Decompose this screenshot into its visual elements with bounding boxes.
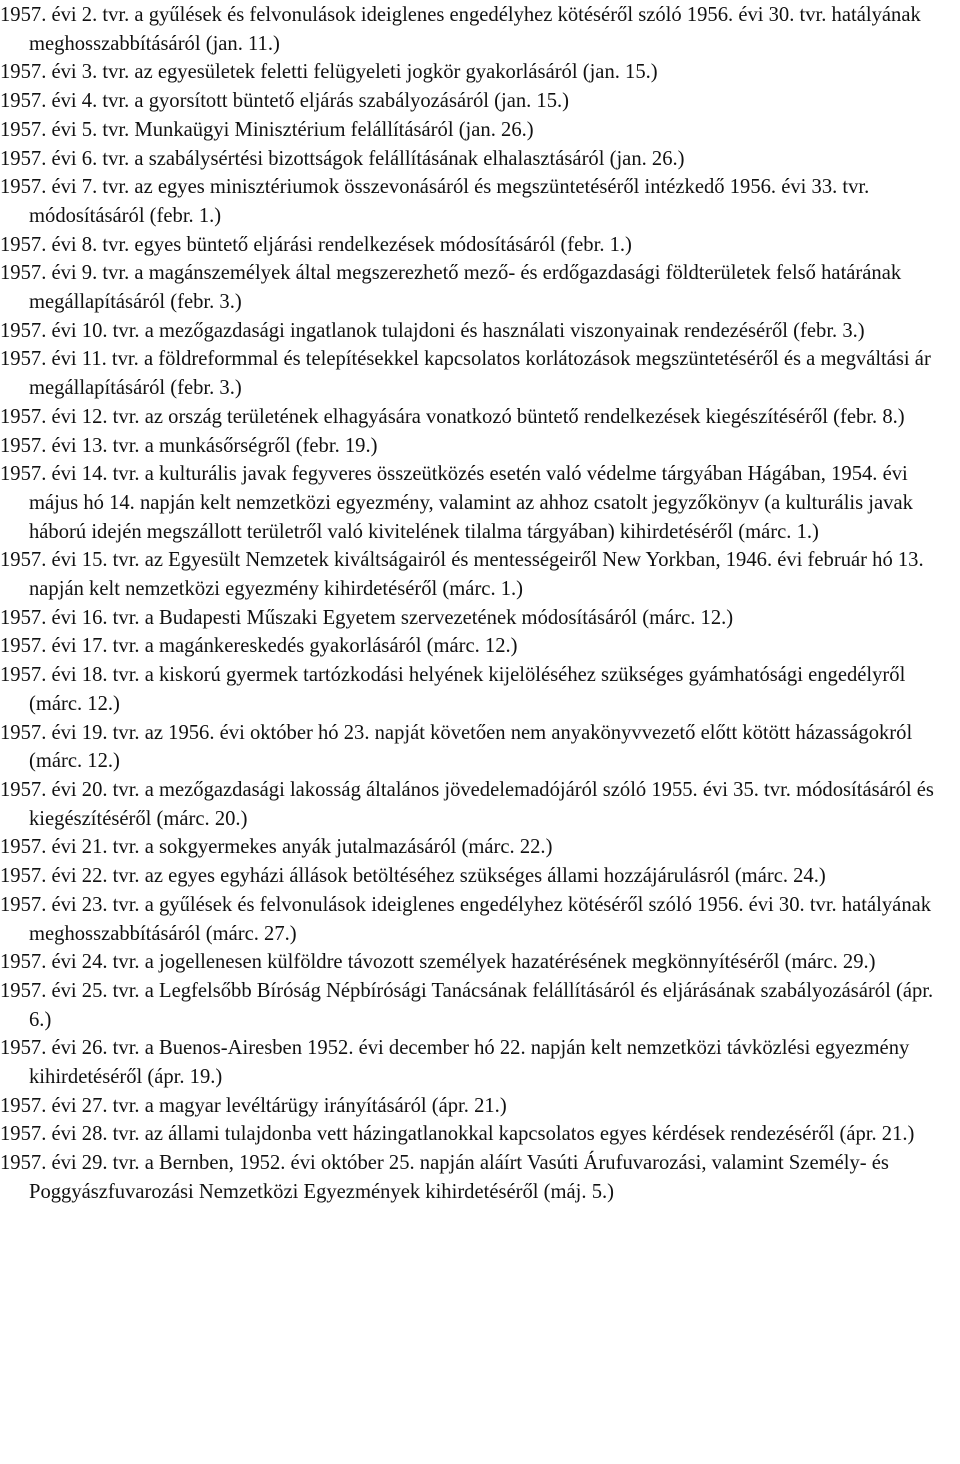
decree-entry: 1957. évi 28. tvr. az állami tulajdonba vett házingatlanokkal kapcsolatos egyes kérdések rendezéséről (ápr. 21.) bbox=[0, 1123, 915, 1146]
decree-entry: 1957. évi 15. tvr. az Egyesült Nemzetek kiváltságairól és mentességeiről New Yorkban, 1946. évi február hó 13. napján kelt nemzetközi egyezmény kihirdetéséről (márc. 1.) bbox=[0, 549, 924, 601]
decree-entry: 1957. évi 14. tvr. a kulturális javak fegyveres összeütközés esetén való védelme tárgyában Hágában, 1954. évi május hó 14. napján kelt nemzetközi egyezmény, valamint az ahhoz csatolt jegyzőkönyv (a kulturális javak háború idején megszállott területről való kivitelének tilalma tárgyában) kihirdetéséről (márc. 1.) bbox=[0, 463, 913, 543]
decree-entry: 1957. évi 27. tvr. a magyar levéltárügy irányításáról (ápr. 21.) bbox=[0, 1094, 507, 1117]
decree-entry: 1957. évi 18. tvr. a kiskorú gyermek tartózkodási helyének kijelöléséhez szükséges gyámhatósági engedélyről (márc. 12.) bbox=[0, 664, 906, 715]
decree-entry: 1957. évi 10. tvr. a mezőgazdasági ingatlanok tulajdoni és használati viszonyainak rendezéséről (febr. 3.) bbox=[0, 319, 865, 342]
decree-entry: 1957. évi 13. tvr. a munkásőrségről (febr. 19.) bbox=[0, 434, 378, 457]
decree-entry: 1957. évi 8. tvr. egyes büntető eljárási rendelkezések módosításáról (febr. 1.) bbox=[0, 233, 632, 256]
decree-entry: 1957. évi 22. tvr. az egyes egyházi állások betöltéséhez szükséges állami hozzájárulásról (márc. 24.) bbox=[0, 865, 826, 888]
decree-entry: 1957. évi 4. tvr. a gyorsított büntető eljárás szabályozásáról (jan. 15.) bbox=[0, 90, 570, 113]
decree-entry: 1957. évi 17. tvr. a magánkereskedés gyakorlásáról (márc. 12.) bbox=[0, 635, 518, 658]
decree-entry: 1957. évi 21. tvr. a sokgyermekes anyák jutalmazásáról (márc. 22.) bbox=[0, 836, 553, 859]
decree-entry: 1957. évi 16. tvr. a Budapesti Műszaki Egyetem szervezetének módosításáról (márc. 12.) bbox=[0, 606, 734, 629]
decree-entry: 1957. évi 7. tvr. az egyes minisztériumok összevonásáról és megszüntetéséről intézkedő 1956. évi 33. tvr. módosításáról (febr. 1.) bbox=[0, 176, 870, 227]
decree-entry: 1957. évi 12. tvr. az ország területének elhagyására vonatkozó büntető rendelkezések kiegészítéséről (febr. 8.) bbox=[0, 405, 905, 428]
decree-entry: 1957. évi 25. tvr. a Legfelsőbb Bíróság Népbírósági Tanácsának felállításáról és eljárásának szabályozásáról (ápr. 6.) bbox=[0, 979, 934, 1031]
decree-entry: 1957. évi 20. tvr. a mezőgazdasági lakosság általános jövedelemadójáról szóló 1955. évi 35. tvr. módosításáról és kiegészítéséről (márc. 20.) bbox=[0, 778, 934, 830]
decree-entry: 1957. évi 29. tvr. a Bernben, 1952. évi október 25. napján aláírt Vasúti Árufuvarozási, valamint Személy- és Poggyászfuvarozási Nemzetközi Egyezmények kihirdetéséről (máj. 5.) bbox=[0, 1152, 889, 1203]
decree-entry: 1957. évi 5. tvr. Munkaügyi Minisztérium felállításáról (jan. 26.) bbox=[0, 118, 534, 141]
decree-entry: 1957. évi 6. tvr. a szabálysértési bizottságok felállításának elhalasztásáról (jan. 26.) bbox=[0, 147, 685, 170]
decree-entry: 1957. évi 9. tvr. a magánszemélyek által megszerezhető mező- és erdőgazdasági földterületek felső határának megállapításáról (febr. 3.) bbox=[0, 262, 902, 314]
decree-entry: 1957. évi 26. tvr. a Buenos-Airesben 1952. évi december hó 22. napján kelt nemzetközi távközlési egyezmény kihirdetéséről (ápr. 19.) bbox=[0, 1037, 910, 1089]
decree-entry: 1957. évi 24. tvr. a jogellenesen külföldre távozott személyek hazatérésének megkönnyítéséről (márc. 29.) bbox=[0, 951, 876, 974]
decree-entry: 1957. évi 19. tvr. az 1956. évi október hó 23. napját követően nem anyakönyvvezető előtt kötött házasságokról (márc. 12.) bbox=[0, 721, 913, 773]
decree-entry: 1957. évi 2. tvr. a gyűlések és felvonulások ideiglenes engedélyhez kötéséről szóló 1956. évi 30. tvr. hatályának meghosszabbításáról (jan. 11.) bbox=[0, 4, 921, 55]
decree-entry: 1957. évi 23. tvr. a gyűlések és felvonulások ideiglenes engedélyhez kötéséről szóló 1956. évi 30. tvr. hatályának meghosszabbításáról (márc. 27.) bbox=[0, 893, 932, 945]
decree-entry: 1957. évi 11. tvr. a földreformmal és telepítésekkel kapcsolatos korlátozások megszüntetéséről és a megváltási ár megállapításáról (febr. 3.) bbox=[0, 348, 931, 400]
decree-entry: 1957. évi 3. tvr. az egyesületek feletti felügyeleti jogkör gyakorlásáról (jan. 15.) bbox=[0, 61, 658, 84]
